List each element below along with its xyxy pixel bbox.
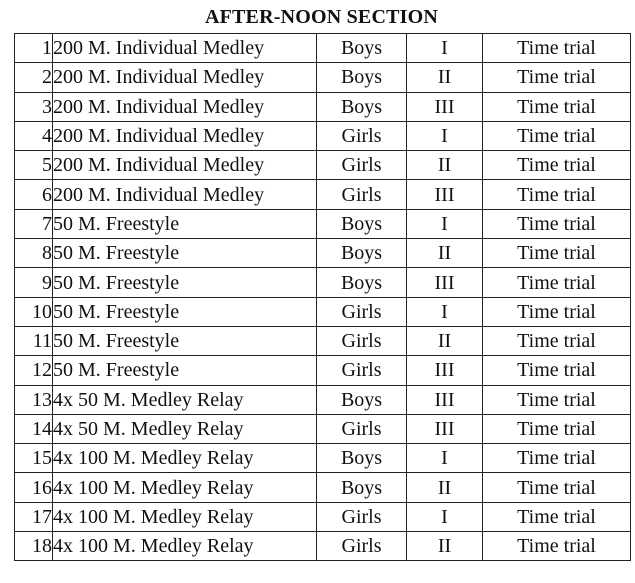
table-row [15,63,631,92]
table-row [15,297,631,326]
event-type-cell: Time trial [483,34,631,63]
category-cell: Boys [317,92,407,121]
event-number-cell: 18 [15,532,53,561]
event-type-cell: Time trial [483,444,631,473]
table-row [15,121,631,150]
table-row [15,414,631,443]
group-cell: II [407,63,483,92]
table-row [15,473,631,502]
category-cell: Boys [317,34,407,63]
group-cell: II [407,532,483,561]
event-name-cell: 200 M. Individual Medley [53,151,317,180]
event-number-cell: 5 [15,151,53,180]
section-title: AFTER-NOON SECTION [204,6,439,28]
event-type-cell: Time trial [483,121,631,150]
event-number-cell: 16 [15,473,53,502]
event-name-cell: 50 M. Freestyle [53,297,317,326]
event-number-cell: 1 [15,34,53,63]
group-cell: I [407,297,483,326]
event-number-cell: 2 [15,63,53,92]
table-row [15,209,631,238]
group-cell: II [407,239,483,268]
event-number-cell: 13 [15,385,53,414]
event-type-cell: Time trial [483,297,631,326]
event-number-cell: 7 [15,209,53,238]
event-type-cell: Time trial [483,414,631,443]
table-row [15,239,631,268]
event-name-cell: 200 M. Individual Medley [53,63,317,92]
category-cell: Girls [317,502,407,531]
event-type-cell: Time trial [483,473,631,502]
table-row [15,502,631,531]
event-number-cell: 17 [15,502,53,531]
table-row [15,356,631,385]
event-type-cell: Time trial [483,63,631,92]
category-cell: Boys [317,239,407,268]
event-type-cell: Time trial [483,385,631,414]
event-name-cell: 50 M. Freestyle [53,209,317,238]
table-row [15,151,631,180]
event-name-cell: 200 M. Individual Medley [53,180,317,209]
group-cell: III [407,414,483,443]
event-name-cell: 4x 100 M. Medley Relay [53,532,317,561]
table-row [15,34,631,63]
group-cell: I [407,444,483,473]
event-name-cell: 200 M. Individual Medley [53,92,317,121]
table-row [15,326,631,355]
group-cell: III [407,385,483,414]
event-type-cell: Time trial [483,151,631,180]
event-name-cell: 4x 100 M. Medley Relay [53,444,317,473]
event-name-cell: 4x 100 M. Medley Relay [53,473,317,502]
event-name-cell: 4x 50 M. Medley Relay [53,385,317,414]
event-type-cell: Time trial [483,180,631,209]
event-number-cell: 4 [15,121,53,150]
event-name-cell: 4x 50 M. Medley Relay [53,414,317,443]
event-type-cell: Time trial [483,532,631,561]
event-type-cell: Time trial [483,502,631,531]
category-cell: Girls [317,180,407,209]
event-type-cell: Time trial [483,268,631,297]
group-cell: II [407,151,483,180]
category-cell: Girls [317,532,407,561]
group-cell: I [407,209,483,238]
category-cell: Girls [317,121,407,150]
event-number-cell: 6 [15,180,53,209]
group-cell: II [407,473,483,502]
category-cell: Boys [317,63,407,92]
event-number-cell: 14 [15,414,53,443]
group-cell: III [407,180,483,209]
category-cell: Girls [317,414,407,443]
table-row [15,444,631,473]
event-name-cell: 50 M. Freestyle [53,326,317,355]
event-name-cell: 200 M. Individual Medley [53,34,317,63]
group-cell: I [407,502,483,531]
event-type-cell: Time trial [483,92,631,121]
group-cell: III [407,268,483,297]
category-cell: Girls [317,356,407,385]
category-cell: Girls [317,151,407,180]
event-number-cell: 15 [15,444,53,473]
event-name-cell: 4x 100 M. Medley Relay [53,502,317,531]
group-cell: III [407,92,483,121]
category-cell: Boys [317,209,407,238]
category-cell: Boys [317,473,407,502]
table-row [15,180,631,209]
event-number-cell: 9 [15,268,53,297]
table-row [15,532,631,561]
event-number-cell: 8 [15,239,53,268]
event-number-cell: 11 [15,326,53,355]
category-cell: Boys [317,385,407,414]
category-cell: Boys [317,444,407,473]
event-type-cell: Time trial [483,356,631,385]
group-cell: I [407,121,483,150]
table-row [15,268,631,297]
category-cell: Boys [317,268,407,297]
table-row [15,92,631,121]
event-name-cell: 200 M. Individual Medley [53,121,317,150]
group-cell: II [407,326,483,355]
category-cell: Girls [317,297,407,326]
event-number-cell: 12 [15,356,53,385]
events-table [14,33,631,561]
event-number-cell: 10 [15,297,53,326]
category-cell: Girls [317,326,407,355]
event-type-cell: Time trial [483,239,631,268]
event-name-cell: 50 M. Freestyle [53,239,317,268]
event-name-cell: 50 M. Freestyle [53,356,317,385]
events-table-body [15,34,631,561]
group-cell: I [407,34,483,63]
group-cell: III [407,356,483,385]
event-type-cell: Time trial [483,326,631,355]
table-row [15,385,631,414]
event-type-cell: Time trial [483,209,631,238]
event-name-cell: 50 M. Freestyle [53,268,317,297]
event-number-cell: 3 [15,92,53,121]
